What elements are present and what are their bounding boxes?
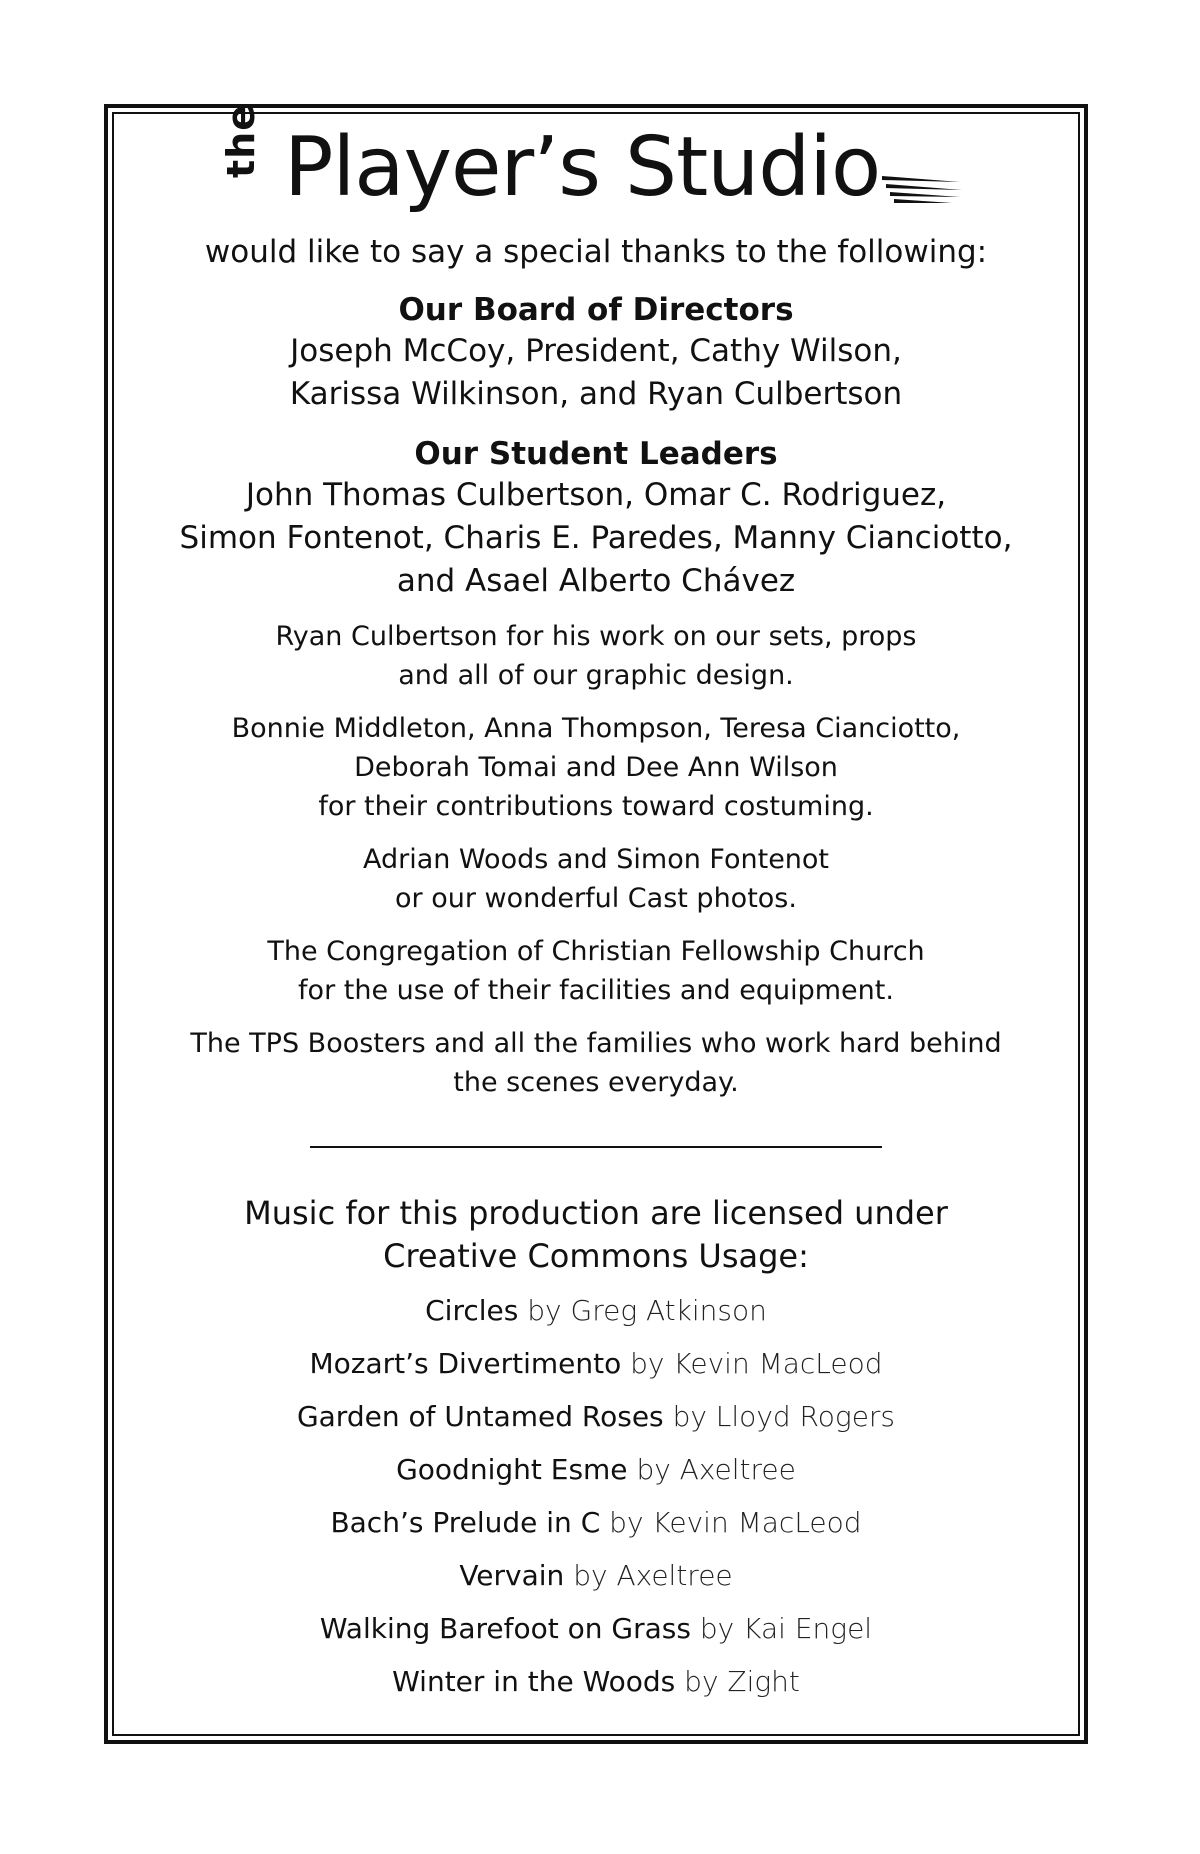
song-credit bbox=[112, 1450, 1080, 1490]
student-leaders-line: and Asael Alberto Chávez bbox=[396, 563, 796, 599]
song-title: Garden of Untamed Roses bbox=[296, 1400, 664, 1433]
student-leaders-section bbox=[112, 434, 1080, 603]
thanks-paragraph bbox=[112, 1024, 1080, 1102]
song-artist: by Kevin MacLeod bbox=[630, 1347, 883, 1380]
song-credit bbox=[112, 1344, 1080, 1384]
thanks-line: the scenes everyday. bbox=[453, 1067, 739, 1098]
thanks-line: Deborah Tomai and Dee Ann Wilson bbox=[354, 752, 838, 783]
song-title: Circles bbox=[425, 1294, 519, 1327]
song-artist: by Axeltree bbox=[636, 1453, 796, 1486]
board-line: Karissa Wilkinson, and Ryan Culbertson bbox=[289, 376, 903, 412]
thanks-line: for the use of their facilities and equipment. bbox=[298, 975, 894, 1006]
song-credit bbox=[112, 1662, 1080, 1702]
song-artist: by Zight bbox=[684, 1665, 800, 1698]
thanks-paragraph bbox=[112, 840, 1080, 918]
intro-text: would like to say a special thanks to the following: bbox=[204, 234, 988, 270]
song-title: Bach’s Prelude in C bbox=[330, 1506, 601, 1539]
thanks-line: or our wonderful Cast photos. bbox=[395, 883, 797, 914]
song-title: Goodnight Esme bbox=[396, 1453, 628, 1486]
song-artist: by Axeltree bbox=[573, 1559, 733, 1592]
song-credit bbox=[112, 1397, 1080, 1437]
song-list bbox=[112, 1291, 1080, 1702]
players-studio-logo bbox=[112, 104, 1080, 232]
music-heading-line: Creative Commons Usage: bbox=[383, 1237, 809, 1275]
song-artist: by Lloyd Rogers bbox=[672, 1400, 896, 1433]
student-leaders-line: John Thomas Culbertson, Omar C. Rodriguez, bbox=[245, 477, 947, 513]
music-heading-line: Music for this production are licensed under bbox=[244, 1194, 948, 1232]
song-artist: by Greg Atkinson bbox=[527, 1294, 767, 1327]
logo-the: the bbox=[219, 104, 263, 178]
song-credit bbox=[112, 1503, 1080, 1543]
thank-you-page bbox=[112, 104, 1080, 1702]
student-leaders-line: Simon Fontenot, Charis E. Paredes, Manny Cianciotto, bbox=[179, 520, 1013, 556]
song-credit bbox=[112, 1291, 1080, 1331]
thanks-paragraph bbox=[112, 617, 1080, 695]
logo-name: Player’s Studio bbox=[284, 120, 881, 215]
song-credit bbox=[112, 1609, 1080, 1649]
thanks-paragraph bbox=[112, 709, 1080, 826]
song-artist: by Kevin MacLeod bbox=[609, 1506, 862, 1539]
board-section bbox=[112, 290, 1080, 416]
song-artist: by Kai Engel bbox=[699, 1612, 873, 1645]
section-divider bbox=[310, 1146, 882, 1148]
thanks-line: The TPS Boosters and all the families who work hard behind bbox=[190, 1028, 1002, 1059]
thanks-line: Bonnie Middleton, Anna Thompson, Teresa Cianciotto, bbox=[231, 713, 961, 744]
thanks-line: and all of our graphic design. bbox=[398, 660, 794, 691]
board-line: Joseph McCoy, President, Cathy Wilson, bbox=[290, 333, 902, 369]
song-title: Mozart’s Divertimento bbox=[309, 1347, 622, 1380]
song-title: Vervain bbox=[459, 1559, 565, 1592]
thanks-paragraph bbox=[112, 932, 1080, 1010]
song-title: Walking Barefoot on Grass bbox=[319, 1612, 691, 1645]
swoosh-icon bbox=[882, 170, 962, 204]
song-title: Winter in the Woods bbox=[392, 1665, 676, 1698]
student-leaders-heading: Our Student Leaders bbox=[414, 436, 778, 472]
thanks-line: Adrian Woods and Simon Fontenot bbox=[362, 844, 830, 875]
song-credit bbox=[112, 1556, 1080, 1596]
thanks-line: The Congregation of Christian Fellowship Church bbox=[267, 936, 925, 967]
thanks-line: Ryan Culbertson for his work on our sets, props bbox=[275, 621, 917, 652]
thanks-line: for their contributions toward costuming. bbox=[318, 791, 874, 822]
board-heading: Our Board of Directors bbox=[398, 292, 794, 328]
music-heading bbox=[112, 1192, 1080, 1278]
